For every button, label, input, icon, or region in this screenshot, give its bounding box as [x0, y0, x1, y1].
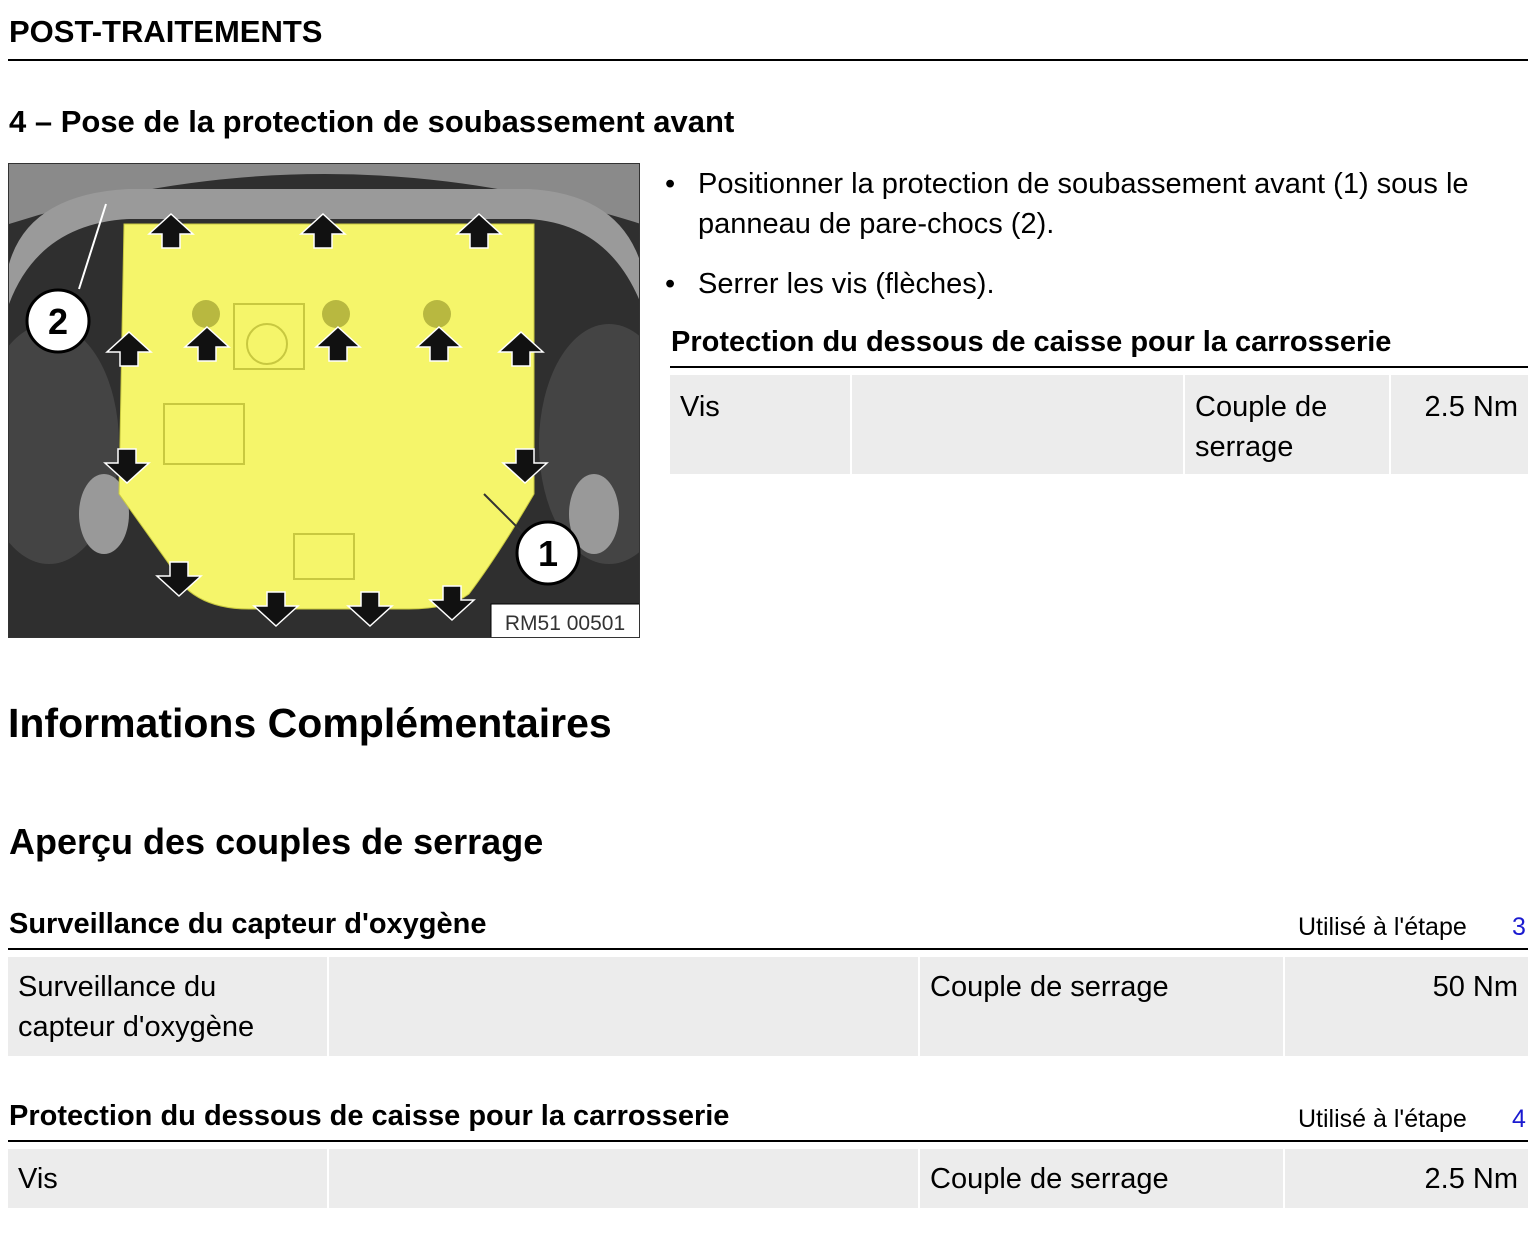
table-cell: Vis: [670, 375, 850, 474]
page-title: POST-TRAITEMENTS: [9, 14, 323, 49]
table-cell: Couple de serrage: [920, 1149, 1283, 1208]
divider: [8, 948, 1528, 950]
table-cell: [329, 957, 918, 1056]
used-at-step-label: Utilisé à l'étape: [1298, 1105, 1467, 1133]
section-title: Surveillance du capteur d'oxygène: [9, 908, 487, 940]
table-cell: Couple de serrage: [1185, 375, 1389, 474]
table-title: Protection du dessous de caisse pour la carrosserie: [671, 326, 1392, 358]
bullet-text: Positionner la protection de soubassement avant (1) sous le panneau de pare-chocs (2).: [698, 168, 1469, 240]
underbody-illustration: [9, 164, 640, 638]
callout-1: 1: [537, 533, 559, 574]
used-at-step-label: Utilisé à l'étape: [1298, 913, 1467, 941]
underbody-figure: [8, 163, 640, 638]
info-title: Informations Complémentaires: [8, 700, 612, 746]
table-cell: 2.5 Nm: [1391, 375, 1528, 474]
figure-ref: RM51 00501: [504, 612, 626, 635]
table-cell: Couple de serrage: [920, 957, 1283, 1056]
step-link[interactable]: 3: [1512, 913, 1526, 941]
divider: [8, 1140, 1528, 1142]
overview-title: Aperçu des couples de serrage: [9, 821, 544, 862]
bullet-text: Serrer les vis (flèches).: [698, 268, 995, 300]
bullet-dot: •: [665, 168, 676, 200]
divider: [8, 59, 1528, 61]
bullet-dot: •: [665, 268, 676, 300]
divider: [670, 366, 1528, 368]
table-cell: [852, 375, 1183, 474]
table-cell: 2.5 Nm: [1285, 1149, 1528, 1208]
table-cell: 50 Nm: [1285, 957, 1528, 1056]
table-cell: Surveillance du capteur d'oxygène: [8, 957, 327, 1056]
table-cell: Vis: [8, 1149, 327, 1208]
step-title: 4 – Pose de la protection de soubassement avant: [9, 104, 735, 139]
step-link[interactable]: 4: [1512, 1105, 1526, 1133]
callout-2: 2: [47, 301, 69, 342]
section-title: Protection du dessous de caisse pour la carrosserie: [9, 1100, 730, 1132]
table-cell: [329, 1149, 918, 1208]
